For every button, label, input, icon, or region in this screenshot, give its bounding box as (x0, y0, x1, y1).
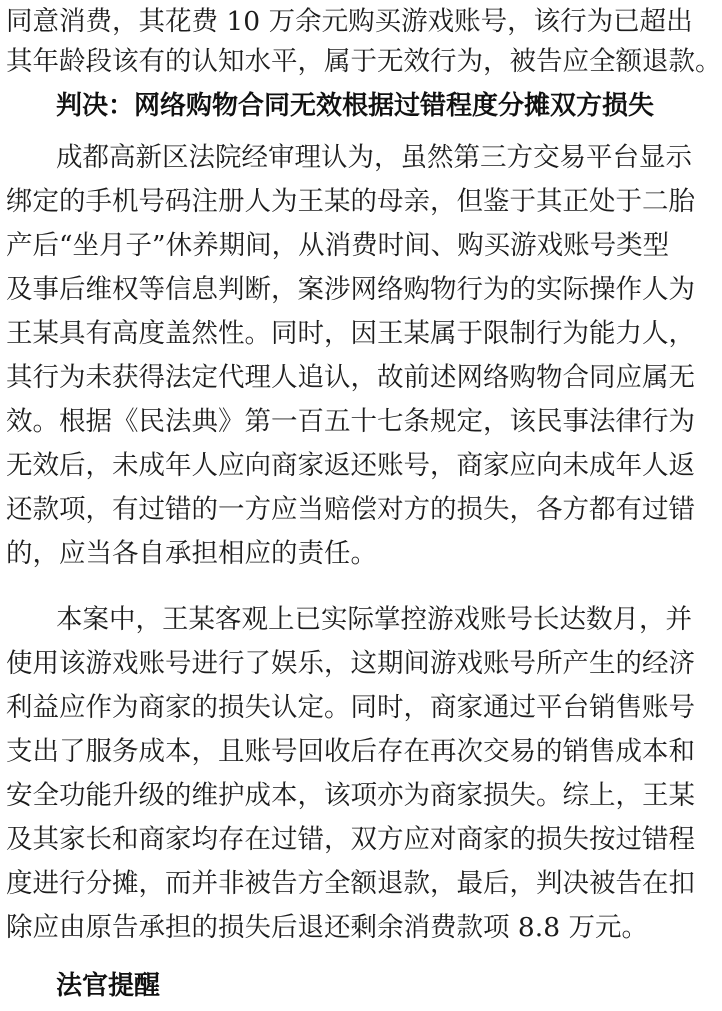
paragraph1-line-5: 王某具有高度盖然性。同时，因王某属于限制行为能力人， (6, 318, 695, 349)
intro-line-2: 其年龄段该有的认知水平，属于无效行为，被告应全额退款。 (6, 46, 722, 77)
paragraph1-line-9: 还款项，有过错的一方应当赔偿对方的损失，各方都有过错 (6, 494, 695, 525)
paragraph1-line-2: 绑定的手机号码注册人为王某的母亲，但鉴于其正处于二胎 (6, 186, 695, 217)
paragraph2-line-7: 度进行分摊，而并非被告方全额退款，最后，判决被告在扣 (6, 868, 695, 899)
paragraph2-line-3: 利益应作为商家的损失认定。同时，商家通过平台销售账号 (6, 692, 695, 723)
paragraph2-line-8: 除应由原告承担的损失后退还剩余消费款项 8.8 万元。 (6, 912, 648, 943)
closing-heading: 法官提醒 (56, 971, 161, 1001)
intro-line-1: 同意消费，其花费 10 万余元购买游戏账号，该行为已超出 (6, 6, 693, 37)
paragraph2-line-2: 使用该游戏账号进行了娱乐，这期间游戏账号所产生的经济 (6, 648, 695, 679)
section-heading: 判决：网络购物合同无效根据过错程度分摊双方损失 (56, 91, 655, 121)
paragraph1-line-8: 无效后，未成年人应向商家返还账号，商家应向未成年人返 (6, 450, 695, 481)
paragraph2-line-5: 安全功能升级的维护成本，该项亦为商家损失。综上，王某 (6, 780, 695, 811)
paragraph1-line-7: 效。根据《民法典》第一百五十七条规定，该民事法律行为 (6, 406, 695, 437)
paragraph2-line-1: 本案中，王某客观上已实际掌控游戏账号长达数月，并 (56, 604, 692, 635)
paragraph2-line-6: 及其家长和商家均存在过错，双方应对商家的损失按过错程 (6, 824, 695, 855)
paragraph2-line-4: 支出了服务成本，且账号回收后存在再次交易的销售成本和 (6, 736, 695, 767)
paragraph1-line-4: 及事后维权等信息判断，案涉网络购物行为的实际操作人为 (6, 274, 695, 305)
paragraph1-line-1: 成都高新区法院经审理认为，虽然第三方交易平台显示 (56, 142, 692, 173)
paragraph1-line-3: 产后“坐月子”休养期间，从消费时间、购买游戏账号类型 (6, 230, 670, 261)
paragraph1-line-10: 的，应当各自承担相应的责任。 (6, 538, 377, 569)
paragraph1-line-6: 其行为未获得法定代理人追认，故前述网络购物合同应属无 (6, 362, 695, 393)
